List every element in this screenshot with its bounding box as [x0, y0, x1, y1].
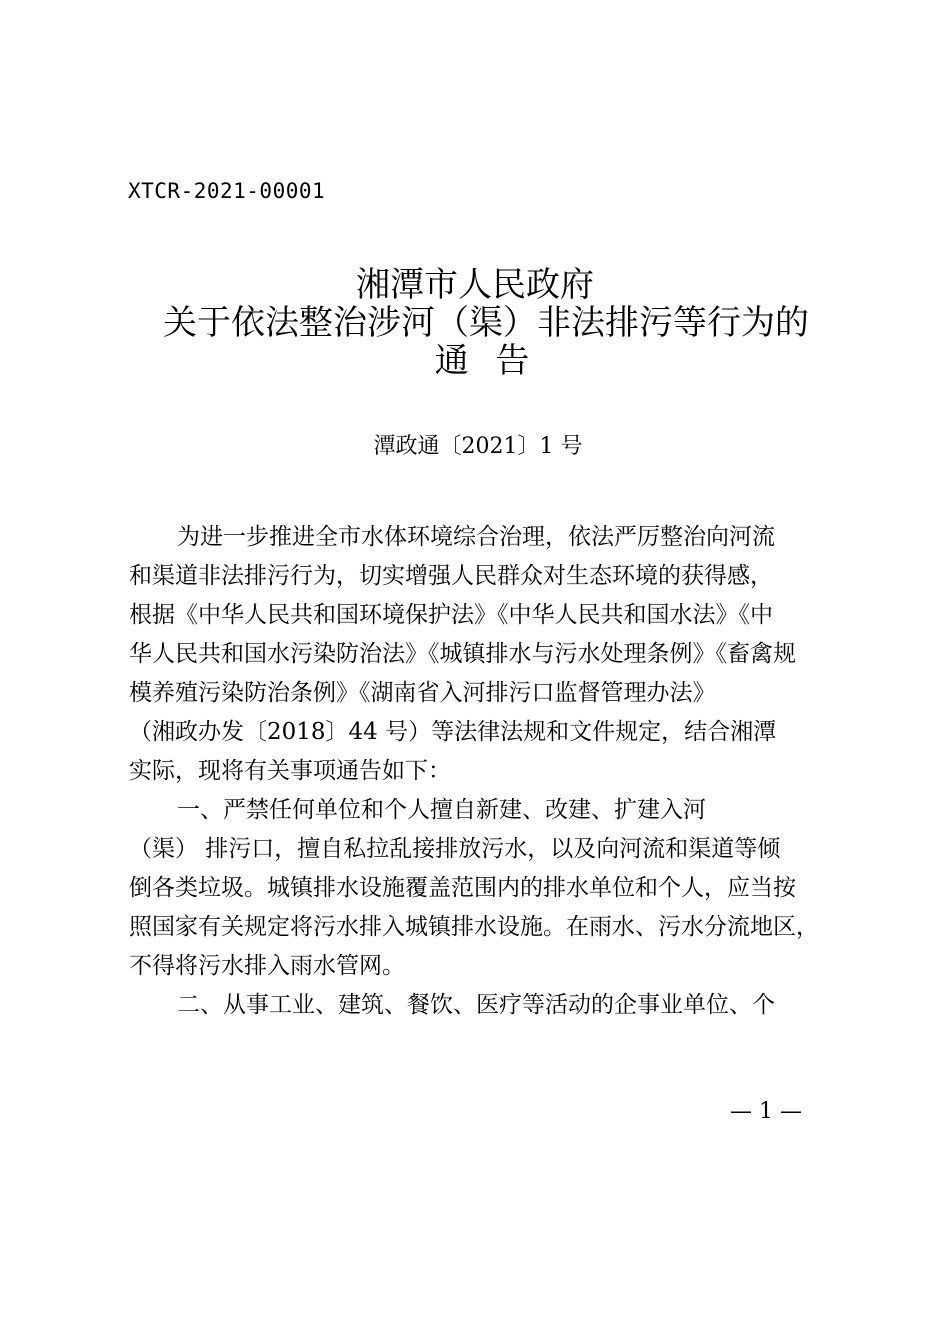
page-number: — 1 —: [730, 1099, 802, 1124]
body-line: 实际，现将有关事项通告如下：: [129, 758, 451, 784]
body-line: 为进一步推进全市水体环境综合治理，依法严厉整治向河流: [177, 524, 775, 550]
body-line: 倒各类垃圾。城镇排水设施覆盖范围内的排水单位和个人，应当按: [129, 875, 796, 901]
document-code: XTCR-2021-00001: [128, 179, 326, 203]
title-line-subject: 关于依法整治涉河（渠）非法排污等行为的: [163, 303, 809, 343]
title-line-issuer: 湘潭市人民政府: [356, 265, 594, 305]
body-line: 和渠道非法排污行为，切实增强人民群众对生态环境的获得感，: [129, 563, 773, 589]
document-number: 潭政通〔2021〕1 号: [373, 434, 583, 459]
body-line: 二、从事工业、建筑、餐饮、医疗等活动的企事业单位、个: [177, 992, 775, 1018]
body-line: 根据《中华人民共和国环境保护法》《中华人民共和国水法》《中: [129, 602, 773, 628]
body-line: 不得将污水排入雨水管网。: [129, 953, 405, 979]
document-title: [0, 266, 950, 380]
title-line-notice: 通 告: [434, 341, 538, 381]
body-line: 照国家有关规定将污水排入城镇排水设施。在雨水、污水分流地区，: [129, 914, 819, 940]
body-line: 华人民共和国水污染防治法》《城镇排水与污水处理条例》《畜禽规: [129, 641, 796, 667]
body-line: （渠） 排污口，擅自私拉乱接排放污水，以及向河流和渠道等倾: [129, 836, 781, 862]
document-body: [129, 518, 849, 1025]
body-line: 一、严禁任何单位和个人擅自新建、改建、扩建入河: [177, 797, 706, 823]
body-line: （湘政办发〔2018〕44 号）等法律法规和文件规定，结合湘潭: [129, 719, 777, 745]
body-line: 模养殖污染防治条例》《湖南省入河排污口监督管理办法》: [129, 680, 716, 706]
